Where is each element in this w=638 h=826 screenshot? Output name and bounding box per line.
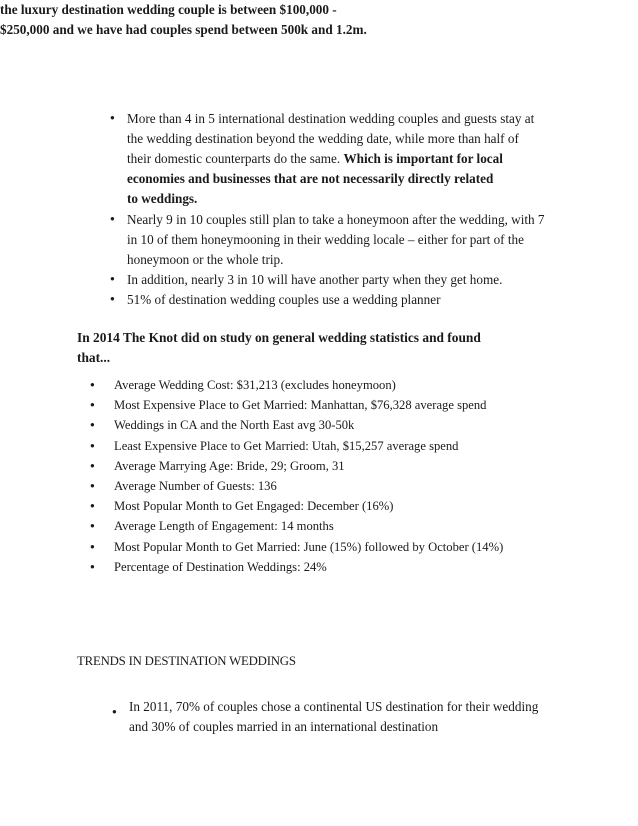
list-item [90, 557, 570, 577]
list-item [90, 395, 570, 415]
bullet-icon: ● [90, 400, 95, 410]
bullet-icon: ● [112, 707, 117, 716]
list-item-line: and 30% of couples married in an international destination [129, 719, 439, 734]
bullet-icon: ● [110, 113, 115, 122]
wedding-statistics-list [90, 375, 570, 577]
heading-line: that... [77, 350, 111, 365]
list-item [90, 456, 570, 476]
bullet-icon: ● [110, 273, 115, 283]
bullet-icon: ● [90, 380, 95, 389]
line-text: the wedding destination beyond the wedding date, while more than half of [127, 131, 519, 147]
trends-heading: TRENDS IN DESTINATION WEDDINGS [77, 654, 296, 668]
statistic-text: Percentage of Destination Weddings: 24% [114, 559, 327, 574]
statistic-text: Most Popular Month to Get Married: June (15%) followed by October (14%) [114, 539, 504, 554]
line-text: In addition, nearly 3 in 10 will have another party when they get home. [127, 271, 503, 287]
list-item [90, 415, 570, 435]
knot-study-heading [77, 328, 577, 368]
line-text: 51% of destination wedding couples use a wedding planner [127, 291, 441, 307]
line-text: their domestic counterparts do the same. [127, 151, 341, 167]
line-text: economies and businesses that are not necessarily directly related [127, 171, 494, 187]
list-item-line [127, 169, 493, 189]
bullet-icon: ● [90, 480, 95, 490]
bullet-icon: ● [90, 460, 95, 470]
list-item-line [127, 230, 524, 250]
statistic-text: Average Length of Engagement: 14 months [114, 519, 334, 534]
statistic-text: Least Expensive Place to Get Married: Utah, $15,257 average spend [114, 438, 459, 453]
list-item [90, 436, 570, 456]
statistic-text: Average Wedding Cost: $31,213 (excludes honeymoon) [114, 378, 396, 392]
heading-line: In 2014 The Knot did on study on general wedding statistics and found [77, 330, 481, 345]
bullet-icon: ● [90, 501, 95, 511]
list-item-line [127, 290, 441, 310]
list-item-line [127, 189, 197, 209]
bullet-icon: ● [90, 561, 95, 571]
list-item-line [127, 210, 545, 230]
bullet-icon: ● [110, 213, 115, 223]
bullet-icon: ● [90, 541, 95, 551]
list-item [90, 476, 570, 496]
list-item-line [127, 129, 519, 149]
emphasis-text: Which is important for local [343, 151, 503, 167]
statistic-text: Most Popular Month to Get Engaged: December (16%) [114, 499, 394, 514]
list-item-line [127, 270, 502, 290]
line-text: More than 4 in 5 international destination wedding couples and guests stay at [127, 111, 535, 126]
luxury-spend-section [0, 0, 440, 40]
statistic-text: Weddings in CA and the North East avg 30-50k [114, 418, 355, 433]
intro-line: the luxury destination wedding couple is between $100,000 - [0, 2, 337, 17]
statistic-text: Average Number of Guests: 136 [114, 478, 277, 493]
bullet-icon: ● [110, 293, 115, 303]
intro-line: $250,000 and we have had couples spend between 500k and 1.2m. [0, 22, 367, 37]
statistic-text: Most Expensive Place to Get Married: Manhattan, $76,328 average spend [114, 398, 487, 413]
list-item [90, 496, 570, 516]
line-text: Nearly 9 in 10 couples still plan to take a honeymoon after the wedding, with 7 [127, 211, 545, 227]
list-item-line [127, 149, 503, 169]
list-item [112, 697, 572, 737]
list-item [90, 516, 570, 536]
bullet-icon: ● [90, 440, 95, 450]
list-item [90, 537, 570, 557]
list-item-line [127, 109, 534, 129]
list-item [90, 375, 570, 395]
line-text: to weddings. [127, 191, 198, 207]
trends-list [112, 697, 572, 737]
list-item-line: In 2011, 70% of couples chose a continental US destination for their wedding [129, 699, 539, 714]
bullet-icon: ● [90, 521, 95, 531]
line-text: in 10 of them honeymooning in their wedding locale – either for part of the [127, 231, 524, 247]
list-item-line [127, 250, 283, 270]
bullet-icon: ● [90, 420, 95, 430]
statistic-text: Average Marrying Age: Bride, 29; Groom, 31 [114, 458, 345, 473]
line-text: honeymoon or the whole trip. [127, 251, 284, 267]
